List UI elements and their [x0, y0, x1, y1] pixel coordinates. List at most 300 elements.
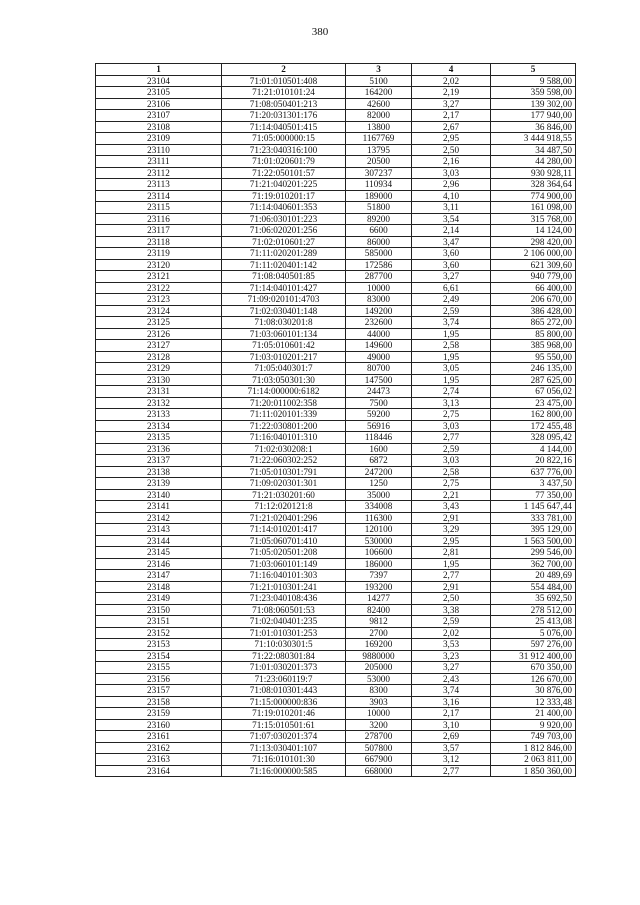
area-cell: 44000 — [346, 328, 412, 340]
row-number-cell: 23114 — [96, 190, 222, 202]
cadastral-number-cell: 71:05:060701:410 — [222, 535, 346, 547]
rate-cell: 3,53 — [412, 639, 491, 651]
area-cell: 5100 — [346, 75, 412, 87]
amount-cell: 177 940,00 — [491, 110, 576, 122]
rate-cell: 1,95 — [412, 351, 491, 363]
table-row — [96, 317, 576, 329]
table-row — [96, 627, 576, 639]
row-number-cell: 23164 — [96, 765, 222, 777]
amount-cell: 35 692,50 — [491, 593, 576, 605]
cadastral-number-cell: 71:09:020301:301 — [222, 478, 346, 490]
rate-cell: 2,50 — [412, 144, 491, 156]
area-cell: 164200 — [346, 87, 412, 99]
area-cell: 82400 — [346, 604, 412, 616]
table-row — [96, 110, 576, 122]
row-number-cell: 23117 — [96, 225, 222, 237]
area-cell: 20500 — [346, 156, 412, 168]
area-cell: 307237 — [346, 167, 412, 179]
table-row — [96, 731, 576, 743]
table-header-row — [96, 64, 576, 76]
row-number-cell: 23148 — [96, 581, 222, 593]
cadastral-number-cell: 71:14:040101:427 — [222, 282, 346, 294]
area-cell: 7500 — [346, 397, 412, 409]
area-cell: 2700 — [346, 627, 412, 639]
cadastral-number-cell: 71:14:000000:6182 — [222, 386, 346, 398]
amount-cell: 554 484,00 — [491, 581, 576, 593]
row-number-cell: 23118 — [96, 236, 222, 248]
cadastral-number-cell: 71:21:010101:24 — [222, 87, 346, 99]
row-number-cell: 23153 — [96, 639, 222, 651]
area-cell: 49000 — [346, 351, 412, 363]
amount-cell: 14 124,00 — [491, 225, 576, 237]
table-row — [96, 432, 576, 444]
rate-cell: 3,74 — [412, 317, 491, 329]
row-number-cell: 23107 — [96, 110, 222, 122]
amount-cell: 172 455,48 — [491, 420, 576, 432]
row-number-cell: 23111 — [96, 156, 222, 168]
area-cell: 80700 — [346, 363, 412, 375]
amount-cell: 20 489,69 — [491, 570, 576, 582]
rate-cell: 2,69 — [412, 731, 491, 743]
table-row — [96, 570, 576, 582]
area-cell: 172586 — [346, 259, 412, 271]
cadastral-number-cell: 71:08:040501:85 — [222, 271, 346, 283]
table-row — [96, 443, 576, 455]
amount-cell: 315 768,00 — [491, 213, 576, 225]
cadastral-number-cell: 71:06:020201:256 — [222, 225, 346, 237]
cadastral-number-cell: 71:09:020101:4703 — [222, 294, 346, 306]
rate-cell: 6,61 — [412, 282, 491, 294]
area-cell: 35000 — [346, 489, 412, 501]
table-row — [96, 685, 576, 697]
area-cell: 116300 — [346, 512, 412, 524]
rate-cell: 2,91 — [412, 512, 491, 524]
row-number-cell: 23163 — [96, 754, 222, 766]
row-number-cell: 23149 — [96, 593, 222, 605]
cadastral-number-cell: 71:11:020101:339 — [222, 409, 346, 421]
rate-cell: 2,49 — [412, 294, 491, 306]
rate-cell: 2,16 — [412, 156, 491, 168]
amount-cell: 126 670,00 — [491, 673, 576, 685]
amount-cell: 162 800,00 — [491, 409, 576, 421]
rate-cell: 3,47 — [412, 236, 491, 248]
table-row — [96, 765, 576, 777]
cadastral-number-cell: 71:23:040108:436 — [222, 593, 346, 605]
rate-cell: 3,29 — [412, 524, 491, 536]
area-cell: 6872 — [346, 455, 412, 467]
amount-cell: 637 776,00 — [491, 466, 576, 478]
amount-cell: 9 588,00 — [491, 75, 576, 87]
table-row — [96, 478, 576, 490]
row-number-cell: 23136 — [96, 443, 222, 455]
row-number-cell: 23142 — [96, 512, 222, 524]
row-number-cell: 23106 — [96, 98, 222, 110]
row-number-cell: 23126 — [96, 328, 222, 340]
area-cell: 13800 — [346, 121, 412, 133]
row-number-cell: 23135 — [96, 432, 222, 444]
amount-cell: 278 512,00 — [491, 604, 576, 616]
cadastral-number-cell: 71:23:040316:100 — [222, 144, 346, 156]
table-row — [96, 202, 576, 214]
rate-cell: 3,57 — [412, 742, 491, 754]
cadastral-number-cell: 71:03:010201:217 — [222, 351, 346, 363]
rate-cell: 1,95 — [412, 374, 491, 386]
area-cell: 147500 — [346, 374, 412, 386]
cadastral-number-cell: 71:08:050401:213 — [222, 98, 346, 110]
cadastral-number-cell: 71:15:000000:836 — [222, 696, 346, 708]
amount-cell: 395 129,00 — [491, 524, 576, 536]
table-row — [96, 489, 576, 501]
table-row — [96, 604, 576, 616]
table-row — [96, 156, 576, 168]
row-number-cell: 23116 — [96, 213, 222, 225]
table-row — [96, 225, 576, 237]
table-row — [96, 190, 576, 202]
amount-cell: 1 563 500,00 — [491, 535, 576, 547]
amount-cell: 940 779,00 — [491, 271, 576, 283]
cadastral-number-cell: 71:01:030201:373 — [222, 662, 346, 674]
row-number-cell: 23139 — [96, 478, 222, 490]
amount-cell: 749 703,00 — [491, 731, 576, 743]
table-row — [96, 340, 576, 352]
amount-cell: 930 928,11 — [491, 167, 576, 179]
amount-cell: 2 063 811,00 — [491, 754, 576, 766]
table-row — [96, 386, 576, 398]
rate-cell: 3,27 — [412, 662, 491, 674]
row-number-cell: 23129 — [96, 363, 222, 375]
table-body — [96, 75, 576, 777]
table-row — [96, 512, 576, 524]
cadastral-number-cell: 71:16:040101:303 — [222, 570, 346, 582]
table-row — [96, 524, 576, 536]
table-row — [96, 673, 576, 685]
rate-cell: 2,17 — [412, 708, 491, 720]
area-cell: 3903 — [346, 696, 412, 708]
rate-cell: 3,16 — [412, 696, 491, 708]
area-cell: 83000 — [346, 294, 412, 306]
cadastral-number-cell: 71:20:031301:176 — [222, 110, 346, 122]
area-cell: 287700 — [346, 271, 412, 283]
registry-table — [95, 63, 576, 777]
row-number-cell: 23140 — [96, 489, 222, 501]
cadastral-number-cell: 71:14:010201:417 — [222, 524, 346, 536]
amount-cell: 597 276,00 — [491, 639, 576, 651]
rate-cell: 3,03 — [412, 420, 491, 432]
row-number-cell: 23105 — [96, 87, 222, 99]
rate-cell: 2,17 — [412, 110, 491, 122]
cadastral-number-cell: 71:10:030301:5 — [222, 639, 346, 651]
cadastral-number-cell: 71:05:010301:791 — [222, 466, 346, 478]
amount-cell: 362 700,00 — [491, 558, 576, 570]
rate-cell: 3,27 — [412, 98, 491, 110]
amount-cell: 1 812 846,00 — [491, 742, 576, 754]
rate-cell: 3,05 — [412, 363, 491, 375]
row-number-cell: 23161 — [96, 731, 222, 743]
amount-cell: 298 420,00 — [491, 236, 576, 248]
cadastral-number-cell: 71:19:010201:17 — [222, 190, 346, 202]
cadastral-number-cell: 71:23:060119:7 — [222, 673, 346, 685]
table-row — [96, 708, 576, 720]
rate-cell: 3,60 — [412, 248, 491, 260]
amount-cell: 333 781,00 — [491, 512, 576, 524]
amount-cell: 359 598,00 — [491, 87, 576, 99]
area-cell: 193200 — [346, 581, 412, 593]
cadastral-number-cell: 71:13:030401:107 — [222, 742, 346, 754]
table-row — [96, 650, 576, 662]
cadastral-number-cell: 71:08:030201:8 — [222, 317, 346, 329]
row-number-cell: 23134 — [96, 420, 222, 432]
area-cell: 530000 — [346, 535, 412, 547]
table-row — [96, 259, 576, 271]
rate-cell: 2,58 — [412, 340, 491, 352]
area-cell: 667900 — [346, 754, 412, 766]
area-cell: 10000 — [346, 282, 412, 294]
table-row — [96, 179, 576, 191]
rate-cell: 2,59 — [412, 305, 491, 317]
area-cell: 106600 — [346, 547, 412, 559]
row-number-cell: 23128 — [96, 351, 222, 363]
amount-cell: 85 800,00 — [491, 328, 576, 340]
table-row — [96, 121, 576, 133]
cadastral-number-cell: 71:22:050101:57 — [222, 167, 346, 179]
rate-cell: 2,43 — [412, 673, 491, 685]
rate-cell: 2,77 — [412, 432, 491, 444]
rate-cell: 2,02 — [412, 627, 491, 639]
amount-cell: 139 302,00 — [491, 98, 576, 110]
rate-cell: 3,10 — [412, 719, 491, 731]
amount-cell: 206 670,00 — [491, 294, 576, 306]
cadastral-number-cell: 71:14:040501:415 — [222, 121, 346, 133]
amount-cell: 34 487,50 — [491, 144, 576, 156]
row-number-cell: 23146 — [96, 558, 222, 570]
row-number-cell: 23123 — [96, 294, 222, 306]
area-cell: 507800 — [346, 742, 412, 754]
table-row — [96, 535, 576, 547]
column-header-1: 1 — [96, 64, 222, 76]
table-row — [96, 282, 576, 294]
rate-cell: 2,81 — [412, 547, 491, 559]
amount-cell: 161 098,00 — [491, 202, 576, 214]
cadastral-number-cell: 71:21:010301:241 — [222, 581, 346, 593]
amount-cell: 328 095,42 — [491, 432, 576, 444]
table-row — [96, 374, 576, 386]
amount-cell: 4 144,00 — [491, 443, 576, 455]
rate-cell: 3,60 — [412, 259, 491, 271]
row-number-cell: 23151 — [96, 616, 222, 628]
amount-cell: 20 822,16 — [491, 455, 576, 467]
amount-cell: 95 550,00 — [491, 351, 576, 363]
table-row — [96, 248, 576, 260]
cadastral-number-cell: 71:08:060501:53 — [222, 604, 346, 616]
amount-cell: 1 850 360,00 — [491, 765, 576, 777]
row-number-cell: 23131 — [96, 386, 222, 398]
area-cell: 334008 — [346, 501, 412, 513]
row-number-cell: 23122 — [96, 282, 222, 294]
amount-cell: 3 437,50 — [491, 478, 576, 490]
rate-cell: 2,75 — [412, 409, 491, 421]
row-number-cell: 23143 — [96, 524, 222, 536]
amount-cell: 12 333,48 — [491, 696, 576, 708]
column-header-2: 2 — [222, 64, 346, 76]
area-cell: 585000 — [346, 248, 412, 260]
amount-cell: 287 625,00 — [491, 374, 576, 386]
row-number-cell: 23115 — [96, 202, 222, 214]
amount-cell: 30 876,00 — [491, 685, 576, 697]
cadastral-number-cell: 71:02:010601:27 — [222, 236, 346, 248]
rate-cell: 3,12 — [412, 754, 491, 766]
area-cell: 7397 — [346, 570, 412, 582]
area-cell: 56916 — [346, 420, 412, 432]
amount-cell: 386 428,00 — [491, 305, 576, 317]
row-number-cell: 23150 — [96, 604, 222, 616]
rate-cell: 3,54 — [412, 213, 491, 225]
cadastral-number-cell: 71:06:030101:223 — [222, 213, 346, 225]
area-cell: 110934 — [346, 179, 412, 191]
rate-cell: 2,19 — [412, 87, 491, 99]
amount-cell: 31 912 400,00 — [491, 650, 576, 662]
amount-cell: 328 364,64 — [491, 179, 576, 191]
amount-cell: 670 350,00 — [491, 662, 576, 674]
table-row — [96, 75, 576, 87]
area-cell: 24473 — [346, 386, 412, 398]
cadastral-number-cell: 71:05:020501:208 — [222, 547, 346, 559]
rate-cell: 4,10 — [412, 190, 491, 202]
cadastral-number-cell: 71:22:030801:200 — [222, 420, 346, 432]
table-row — [96, 639, 576, 651]
amount-cell: 5 076,00 — [491, 627, 576, 639]
amount-cell: 774 900,00 — [491, 190, 576, 202]
cadastral-number-cell: 71:05:000000:15 — [222, 133, 346, 145]
page-number: 380 — [311, 26, 329, 38]
row-number-cell: 23119 — [96, 248, 222, 260]
cadastral-number-cell: 71:01:010501:408 — [222, 75, 346, 87]
cadastral-number-cell: 71:01:020601:79 — [222, 156, 346, 168]
table-row — [96, 501, 576, 513]
rate-cell: 3,23 — [412, 650, 491, 662]
row-number-cell: 23127 — [96, 340, 222, 352]
area-cell: 149200 — [346, 305, 412, 317]
table-row — [96, 409, 576, 421]
row-number-cell: 23154 — [96, 650, 222, 662]
area-cell: 120100 — [346, 524, 412, 536]
area-cell: 118446 — [346, 432, 412, 444]
rate-cell: 3,11 — [412, 202, 491, 214]
area-cell: 9812 — [346, 616, 412, 628]
cadastral-number-cell: 71:12:020121:8 — [222, 501, 346, 513]
row-number-cell: 23104 — [96, 75, 222, 87]
table-row — [96, 754, 576, 766]
amount-cell: 3 444 918,55 — [491, 133, 576, 145]
row-number-cell: 23120 — [96, 259, 222, 271]
column-header-5: 5 — [491, 64, 576, 76]
rate-cell: 2,02 — [412, 75, 491, 87]
table-row — [96, 167, 576, 179]
rate-cell: 2,58 — [412, 466, 491, 478]
row-number-cell: 23110 — [96, 144, 222, 156]
amount-cell: 23 475,00 — [491, 397, 576, 409]
cadastral-number-cell: 71:22:080301:84 — [222, 650, 346, 662]
area-cell: 53000 — [346, 673, 412, 685]
area-cell: 51800 — [346, 202, 412, 214]
table-row — [96, 662, 576, 674]
rate-cell: 3,38 — [412, 604, 491, 616]
area-cell: 232600 — [346, 317, 412, 329]
cadastral-number-cell: 71:11:020401:142 — [222, 259, 346, 271]
table-row — [96, 328, 576, 340]
rate-cell: 3,27 — [412, 271, 491, 283]
table-row — [96, 420, 576, 432]
row-number-cell: 23130 — [96, 374, 222, 386]
table-row — [96, 213, 576, 225]
area-cell: 169200 — [346, 639, 412, 651]
row-number-cell: 23145 — [96, 547, 222, 559]
row-number-cell: 23121 — [96, 271, 222, 283]
area-cell: 59200 — [346, 409, 412, 421]
rate-cell: 3,74 — [412, 685, 491, 697]
row-number-cell: 23162 — [96, 742, 222, 754]
column-header-4: 4 — [412, 64, 491, 76]
amount-cell: 299 546,00 — [491, 547, 576, 559]
cadastral-number-cell: 71:20:011002:358 — [222, 397, 346, 409]
row-number-cell: 23138 — [96, 466, 222, 478]
rate-cell: 2,67 — [412, 121, 491, 133]
area-cell: 186000 — [346, 558, 412, 570]
area-cell: 8300 — [346, 685, 412, 697]
cadastral-number-cell: 71:03:060101:134 — [222, 328, 346, 340]
amount-cell: 36 846,00 — [491, 121, 576, 133]
cadastral-number-cell: 71:02:040401:235 — [222, 616, 346, 628]
cadastral-number-cell: 71:19:010201:46 — [222, 708, 346, 720]
amount-cell: 385 968,00 — [491, 340, 576, 352]
row-number-cell: 23147 — [96, 570, 222, 582]
row-number-cell: 23152 — [96, 627, 222, 639]
area-cell: 189000 — [346, 190, 412, 202]
table-row — [96, 581, 576, 593]
cadastral-number-cell: 71:05:040301:7 — [222, 363, 346, 375]
table-row — [96, 455, 576, 467]
table-row — [96, 98, 576, 110]
table-row — [96, 466, 576, 478]
area-cell: 1250 — [346, 478, 412, 490]
amount-cell: 865 272,00 — [491, 317, 576, 329]
table-row — [96, 742, 576, 754]
rate-cell: 2,95 — [412, 133, 491, 145]
row-number-cell: 23158 — [96, 696, 222, 708]
area-cell: 3200 — [346, 719, 412, 731]
cadastral-number-cell: 71:02:030208:1 — [222, 443, 346, 455]
area-cell: 89200 — [346, 213, 412, 225]
row-number-cell: 23137 — [96, 455, 222, 467]
amount-cell: 9 920,00 — [491, 719, 576, 731]
rate-cell: 2,14 — [412, 225, 491, 237]
cadastral-number-cell: 71:21:030201:60 — [222, 489, 346, 501]
table-row — [96, 87, 576, 99]
cadastral-number-cell: 71:16:040101:310 — [222, 432, 346, 444]
amount-cell: 67 056,02 — [491, 386, 576, 398]
row-number-cell: 23133 — [96, 409, 222, 421]
row-number-cell: 23141 — [96, 501, 222, 513]
cadastral-number-cell: 71:22:060302:252 — [222, 455, 346, 467]
area-cell: 6600 — [346, 225, 412, 237]
amount-cell: 25 413,08 — [491, 616, 576, 628]
row-number-cell: 23157 — [96, 685, 222, 697]
cadastral-number-cell: 71:03:050301:30 — [222, 374, 346, 386]
rate-cell: 1,95 — [412, 558, 491, 570]
table-row — [96, 133, 576, 145]
row-number-cell: 23144 — [96, 535, 222, 547]
table-row — [96, 351, 576, 363]
row-number-cell: 23124 — [96, 305, 222, 317]
